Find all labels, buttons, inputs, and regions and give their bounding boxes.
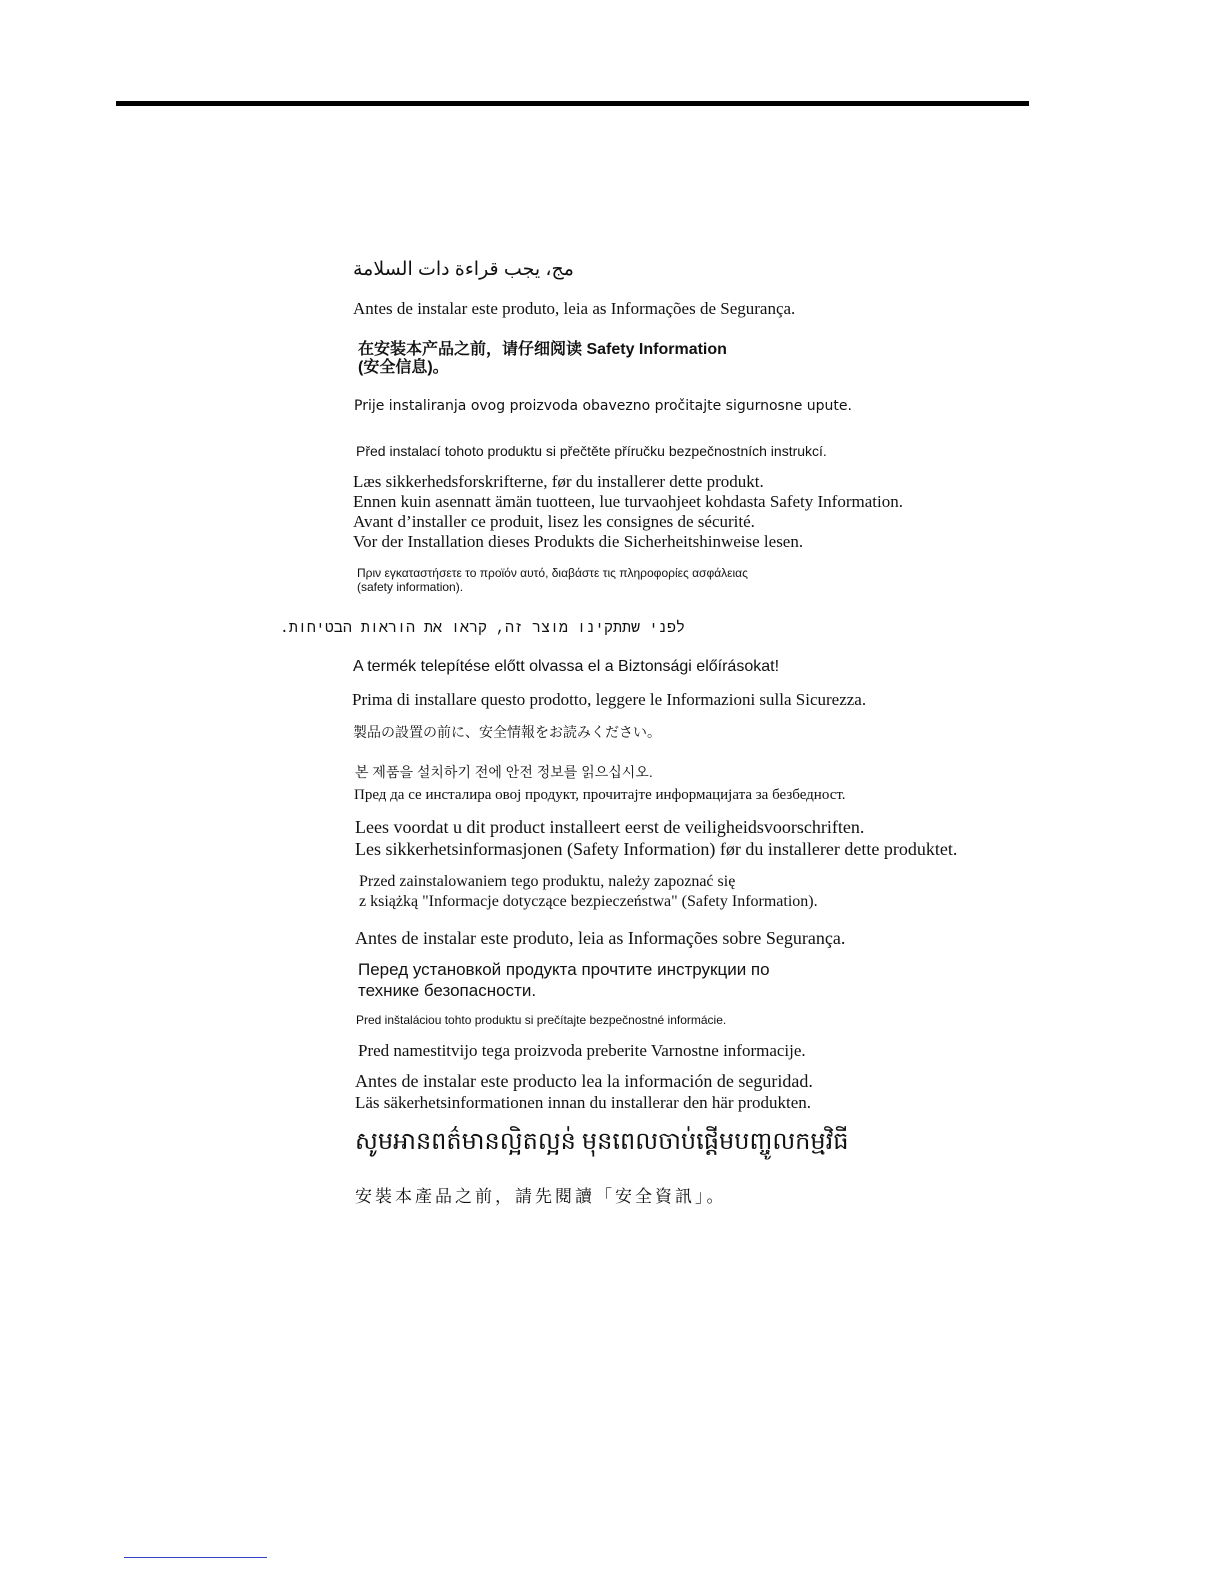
notice-arabic: مج، يجب قراءة دات السلامة [353, 259, 574, 280]
notice-dutch: Lees voordat u dit product installeert eerst de veiligheidsvoorschriften. [355, 817, 865, 837]
notice-danish: Læs sikkerhedsforskrifterne, før du installerer dette produkt. [353, 472, 764, 491]
notice-chinese-simplified-line1: 在安装本产品之前，请仔细阅读 Safety Information [358, 341, 727, 358]
notice-spanish: Antes de instalar este producto lea la información de seguridad. [355, 1071, 813, 1091]
header-rule [116, 101, 1029, 106]
notice-russian-line1: Перед установкой продукта прочтите инструкции по [358, 960, 770, 979]
notice-french: Avant d’installer ce produit, lisez les consignes de sécurité. [353, 512, 755, 531]
footnote-rule [124, 1557, 267, 1558]
notice-norwegian: Les sikkerhetsinformasjonen (Safety Information) før du installerer dette produktet. [355, 839, 958, 859]
notice-italian: Prima di installare questo prodotto, leggere le Informazioni sulla Sicurezza. [352, 690, 867, 709]
notice-khmer: សូមអានពត៌មានល្អិតល្អន់ មុនពេលចាប់ផ្តើមបញ្ចូលកម្មវិធី [355, 1129, 849, 1155]
notice-korean: 본 제품을 설치하기 전에 안전 정보를 읽으십시오. [355, 764, 653, 780]
notice-chinese-simplified-line2: (安全信息)。 [358, 359, 449, 376]
notice-chinese-traditional: 安裝本產品之前，請先閱讀「安全資訊」。 [355, 1187, 727, 1206]
notice-finnish: Ennen kuin asennatt ämän tuotteen, lue turvaohjeet kohdasta Safety Information. [353, 492, 903, 511]
notice-greek-line1: Πριν εγκαταστήσετε το προϊόν αυτό, διαβάστε τις πληροφορίες ασφάλειας [357, 566, 748, 580]
notice-swedish: Läs säkerhetsinformationen innan du installerar den här produkten. [355, 1093, 812, 1112]
notice-polish-line1: Przed zainstalowaniem tego produktu, należy zapoznać się [359, 873, 736, 890]
notice-croatian: Prije instaliranja ovog proizvoda obavezno pročitajte sigurnosne upute. [354, 398, 852, 414]
notice-slovak: Pred inštaláciou tohto produktu si prečítajte bezpečnostné informácie. [356, 1013, 727, 1027]
notice-slovenian: Pred namestitvijo tega proizvoda preberite Varnostne informacije. [358, 1041, 806, 1060]
notice-macedonian: Пред да се инсталира овој продукт, прочитајте информацијата за безбедност. [354, 787, 846, 803]
notice-russian-line2: технике безопасности. [358, 981, 537, 1000]
notice-hebrew: לפני שתתקינו מוצר זה, קראו את הוראות הבטיחות. [279, 620, 685, 637]
notice-portuguese-brazil: Antes de instalar este produto, leia as Informações de Segurança. [353, 299, 796, 318]
notice-japanese: 製品の設置の前に、安全情報をお読みください。 [353, 724, 661, 740]
notice-portuguese: Antes de instalar este produto, leia as Informações sobre Segurança. [355, 928, 846, 948]
notice-greek-line2: (safety information). [357, 580, 464, 594]
notice-german: Vor der Installation dieses Produkts die Sicherheitshinweise lesen. [353, 532, 804, 551]
notice-czech: Před instalací tohoto produktu si přečtěte příručku bezpečnostních instrukcí. [356, 443, 827, 459]
notice-polish-line2: z książką "Informacje dotyczące bezpieczeństwa" (Safety Information). [359, 893, 818, 910]
notice-hungarian: A termék telepítése előtt olvassa el a Biztonsági előírásokat! [353, 658, 780, 675]
